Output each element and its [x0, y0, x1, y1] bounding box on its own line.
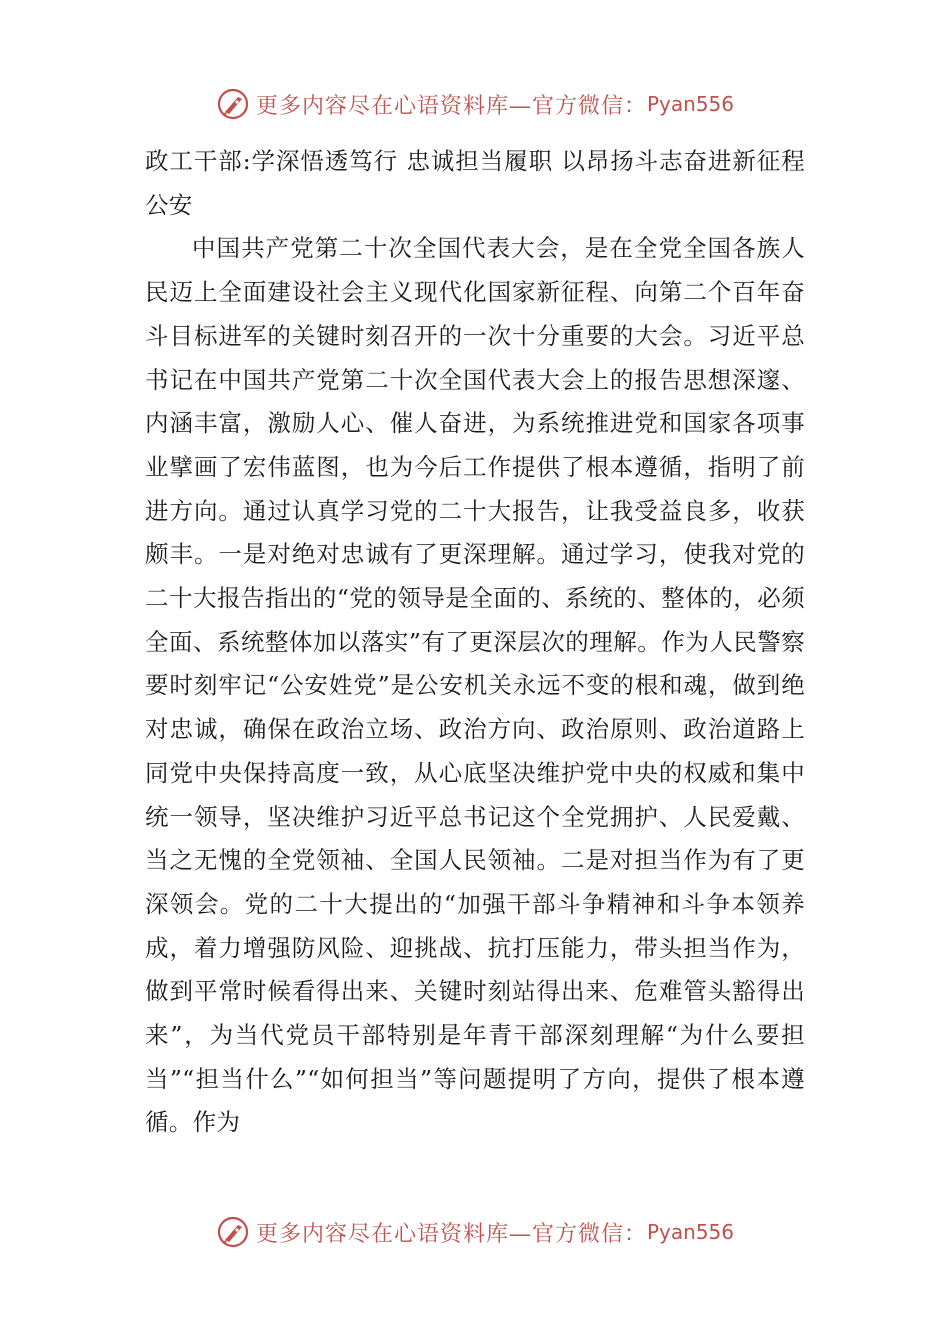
header-banner — [0, 80, 950, 128]
pen-nib-logo-icon — [216, 87, 250, 121]
banner-text: 更多内容尽在心语资料库—官方微信： — [255, 1221, 647, 1247]
document-body — [145, 140, 805, 1145]
pen-nib-logo-icon — [216, 1215, 250, 1249]
banner-handle: Pyan556 — [647, 92, 735, 116]
body-paragraph: 中国共产党第二十次全国代表大会，是在全党全国各族人民迈上全面建设社会主义现代化国家新征程、向第二个百年奋斗目标进军的关键时刻召开的一次十分重要的大会。习近平总书记在中国共产党第二十次全国代表大会上的报告思想深邃、内涵丰富，激励人心、催人奋进，为系统推进党和国家各项事业擘画了宏伟蓝图，也为今后工作提供了根本遵循，指明了前进方向。通过认真学习党的二十大报告，让我受益良多，收获颇丰。一是对绝对忠诚有了更深理解。通过学习，使我对党的二十大报告指出的“党的领导是全面的、系统的、整体的，必须全面、系统整体加以落实”有了更深层次的理解。作为人民警察要时刻牢记“公安姓党”是公安机关永远不变的根和魂，做到绝对忠诚，确保在政治立场、政治方向、政治原则、政治道路上同党中央保持高度一致，从心底坚决维护党中央的权威和集中统一领导，坚决维护习近平总书记这个全党拥护、人民爱戴、当之无愧的全党领袖、全国人民领袖。二是对担当作为有了更深领会。党的二十大提出的“加强干部斗争精神和斗争本领养成，着力增强防风险、迎挑战、抗打压能力，带头担当作为，做到平常时候看得出来、关键时刻站得出来、危难管头豁得出来”，为当代党员干部特别是年青干部深刻理解“为什么要担当”“担当什么”“如何担当”等问题提明了方向，提供了根本遵循。作为 — [145, 234, 805, 1137]
banner-handle: Pyan556 — [647, 1220, 735, 1244]
document-title: 政工干部:学深悟透笃行 忠诚担当履职 以昂扬斗志奋进新征程公安 — [145, 147, 805, 219]
banner-text: 更多内容尽在心语资料库—官方微信： — [255, 93, 647, 119]
footer-banner — [0, 1208, 950, 1256]
